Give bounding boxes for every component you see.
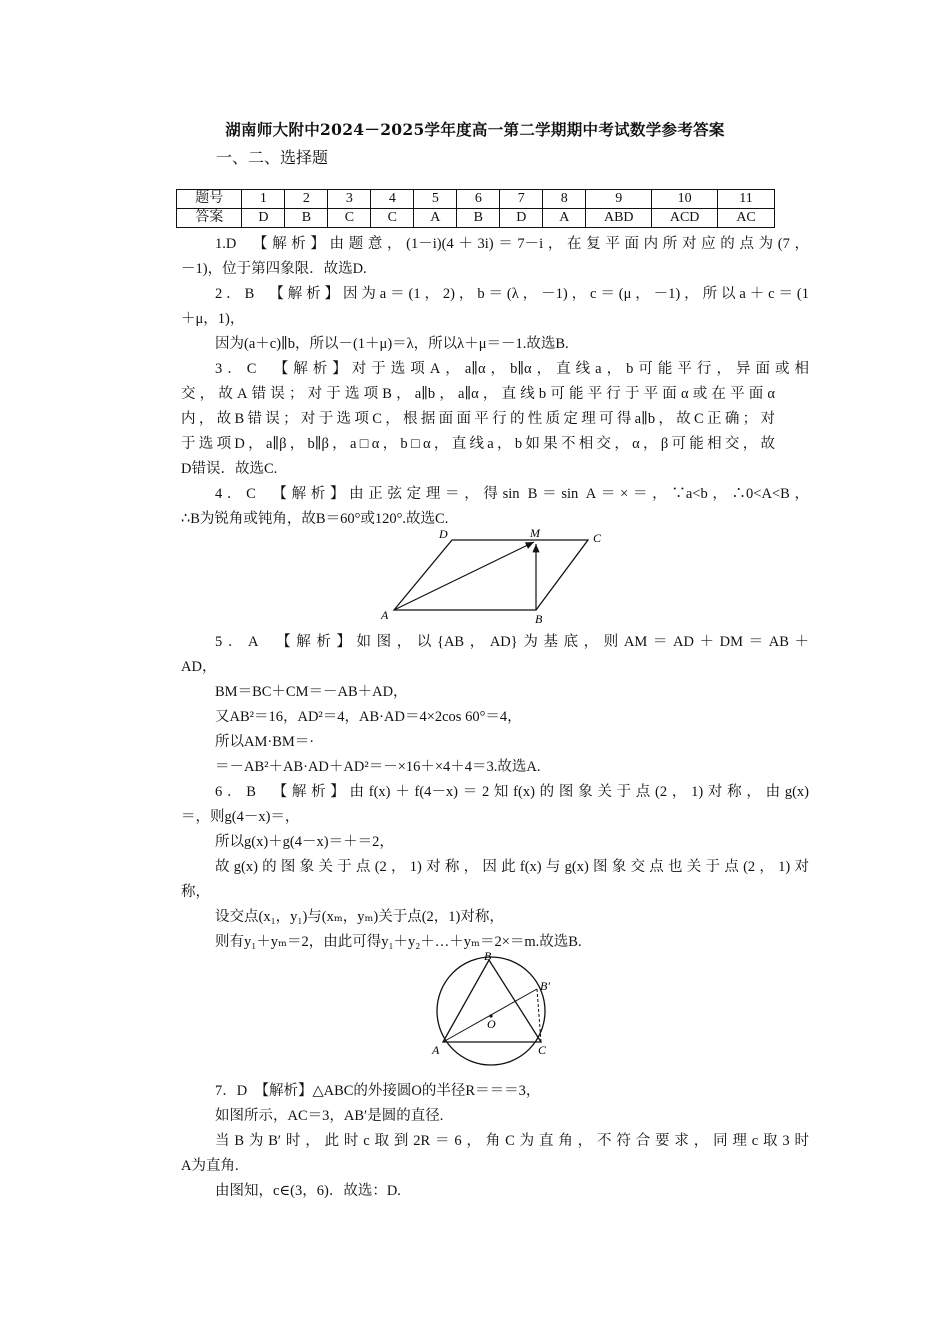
solution-line: 6．B 【解析】由f(x)＋f(4－x)＝2知f(x)的图象关于点(2，1)对称，由g(x)	[215, 784, 809, 800]
figure-label: O	[487, 1017, 496, 1031]
table-cell: B	[285, 209, 328, 228]
solution-line: ＝－AB²＋AB·AD＋AD²＝－×16＋×4＋4＝3.故选A.	[215, 759, 541, 775]
solution-line: 7．D 【解析】△ABC的外接圆O的半径R＝＝＝3，	[215, 1083, 541, 1099]
solution-line: BM＝BC＋CM＝－AB＋AD，	[215, 684, 408, 700]
table-cell: 答案	[177, 209, 242, 228]
figure-label: B	[484, 949, 492, 963]
table-cell: 题号	[177, 190, 242, 209]
table-cell: 10	[652, 190, 718, 209]
solution-line: A为直角.	[181, 1158, 239, 1174]
table-cell: AC	[718, 209, 775, 228]
solution-line: 所以g(x)＋g(4－x)＝＋＝2，	[215, 834, 394, 850]
section-title: 一、二、选择题	[216, 148, 329, 167]
table-cell: 1	[242, 190, 285, 209]
table-cell: A	[543, 209, 586, 228]
solution-line: 当B为B′时，此时c取到2R＝6，角C为直角，不符合要求，同理c取3时	[215, 1133, 809, 1149]
table-cell: 8	[543, 190, 586, 209]
solution-line: 所以AM·BM＝·	[215, 734, 315, 750]
figure-label: A	[381, 608, 389, 622]
table-cell: 5	[414, 190, 457, 209]
figure-label: D	[439, 527, 448, 541]
page-title: 湖南师大附中2024－2025学年度高一第二学期期中考试数学参考答案	[225, 120, 725, 139]
table-cell: 7	[500, 190, 543, 209]
solution-line: 称，	[181, 884, 210, 900]
solution-line: 2．B 【解析】因为a＝(1，2)，b＝(λ，－1)，c＝(μ，－1)，所以a＋c＝(1	[215, 286, 809, 302]
table-row	[177, 190, 775, 209]
table-cell: C	[328, 209, 371, 228]
table-cell: 3	[328, 190, 371, 209]
figure-label: A	[432, 1043, 440, 1057]
solution-line: ∴B为锐角或钝角，故B＝60°或120°.故选C.	[181, 511, 449, 527]
figure-label: C	[593, 531, 602, 545]
table-cell: 6	[457, 190, 500, 209]
solution-line: －1)，位于第四象限．故选D.	[181, 261, 367, 277]
table-cell: A	[414, 209, 457, 228]
table-cell: 4	[371, 190, 414, 209]
table-cell: 11	[718, 190, 775, 209]
solution-line: 内，故B错误；对于选项C，根据面面平行的性质定理可得a∥b，故C正确；对	[181, 411, 775, 427]
solution-line: 故g(x)的图象关于点(2，1)对称，因此f(x)与g(x)图象交点也关于点(2，1)对	[215, 859, 809, 875]
figure-label: B′	[540, 979, 550, 993]
solution-line: 于选项D，a∥β，b∥β，a□α，b□α，直线a，b如果不相交，α，β可能相交，故	[181, 436, 775, 452]
table-cell: 9	[586, 190, 652, 209]
table-cell: ACD	[652, 209, 718, 228]
solution-line: 1.D 【解析】由题意，(1－i)(4＋3i)＝7－i，在复平面内所对应的点为(7，	[215, 236, 809, 252]
table-cell: ABD	[586, 209, 652, 228]
solution-line: 由图知，c∈(3，6)．故选：D.	[215, 1183, 401, 1199]
solution-line: 则有y₁＋yₘ＝2，由此可得y₁＋y₂＋…＋yₘ＝2×＝m.故选B.	[215, 934, 582, 950]
circle-figure	[425, 946, 565, 1064]
solution-line: 设交点(x₁，y₁)与(xₘ，yₘ)关于点(2，1)对称，	[215, 909, 504, 925]
solution-line: 又AB²＝16，AD²＝4，AB·AD＝4×2cos 60°＝4，	[215, 709, 522, 725]
figure-label: B	[535, 612, 543, 626]
table-cell: D	[242, 209, 285, 228]
solution-line: D错误．故选C.	[181, 461, 278, 477]
table-row	[177, 209, 775, 228]
solution-line: 3．C 【解析】对于选项A，a∥α，b∥α，直线a，b可能平行，异面或相	[215, 361, 809, 377]
figure-label: M	[530, 526, 540, 540]
answer-table	[176, 189, 775, 228]
solution-line: ＝，则g(4－x)＝，	[181, 809, 300, 825]
solution-line: 5．A 【解析】如图，以{AB，AD}为基底，则AM＝AD＋DM＝AB＋	[215, 634, 809, 650]
solution-line: 交，故A错误；对于选项B，a∥b，a∥α，直线b可能平行于平面α或在平面α	[181, 386, 775, 402]
table-cell: B	[457, 209, 500, 228]
solution-line: 4．C 【解析】由正弦定理＝，得sin B＝sin A＝×＝，∵a<b，∴0<A<B，	[215, 486, 809, 502]
table-cell: D	[500, 209, 543, 228]
solution-line: ＋μ，1)，	[181, 311, 245, 327]
table-cell: C	[371, 209, 414, 228]
solution-line: AD，	[181, 659, 217, 675]
figure-label: C	[538, 1043, 547, 1057]
solution-line: 如图所示，AC＝3，AB′是圆的直径.	[215, 1108, 444, 1124]
parallelogram-figure	[370, 524, 610, 628]
solution-line: 因为(a＋c)∥b，所以－(1＋μ)＝λ，所以λ＋μ＝－1.故选B.	[215, 336, 569, 352]
table-cell: 2	[285, 190, 328, 209]
